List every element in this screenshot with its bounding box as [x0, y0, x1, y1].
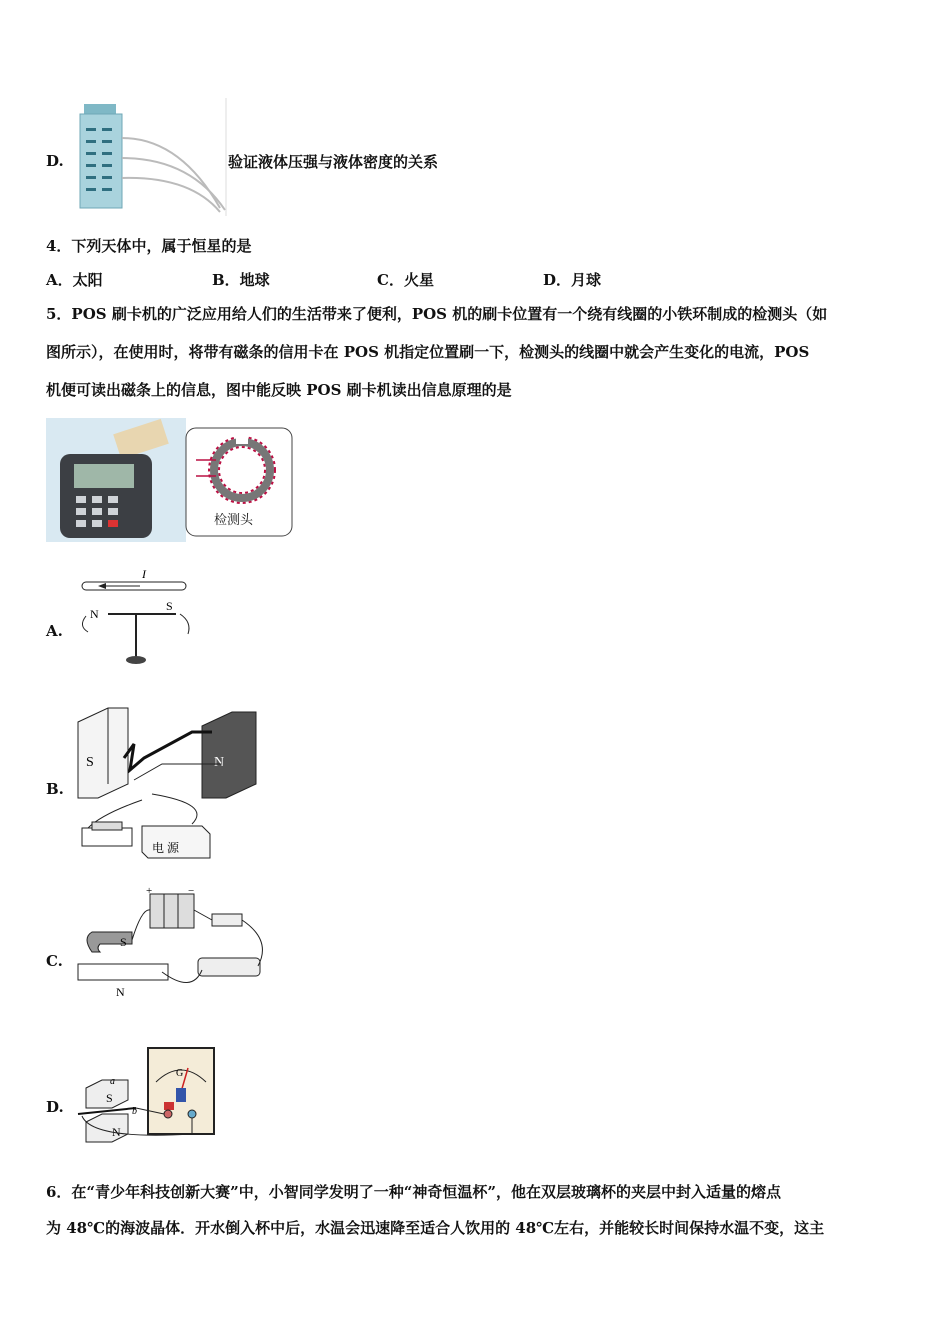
q4-option-a: A．太阳: [46, 271, 103, 289]
bottle-pressure-figure: [70, 98, 230, 216]
point-a-label: a: [110, 1076, 115, 1087]
pos-machine-figure: [46, 418, 296, 542]
needle-s-label: S: [166, 599, 173, 613]
q5-option-b-label: B.: [46, 780, 64, 798]
current-label: I: [142, 567, 146, 581]
magnet-n-label: N: [214, 755, 225, 770]
power-source-label: 电 源: [152, 841, 180, 855]
q3-option-d-label: D.: [46, 152, 64, 170]
magnet-s-label-d: S: [106, 1091, 113, 1105]
q4-stem: 4．下列天体中，属于恒星的是: [46, 237, 252, 255]
needle-n-label: N: [90, 607, 99, 621]
oersted-experiment-figure: [70, 566, 200, 670]
magnet-n-label-d: N: [112, 1125, 121, 1139]
battery-minus-label: −: [188, 885, 195, 897]
q5-option-c-label: C.: [46, 952, 63, 970]
q3-option-d-text: 验证液体压强与液体密度的关系: [228, 153, 439, 171]
galvanometer-g-label: G: [176, 1068, 184, 1079]
q4-option-d: D．月球: [543, 271, 602, 289]
point-b-label: b: [132, 1106, 137, 1117]
electromagnetic-induction-figure-d: [72, 1044, 222, 1144]
q5-stem-line3: 机便可读出磁条上的信息，图中能反映 POS 刷卡机读出信息原理的是: [46, 381, 512, 399]
q5-option-a-label: A.: [46, 622, 63, 640]
battery-plus-label: +: [146, 885, 153, 897]
magnet-s-label-c: S: [120, 935, 127, 949]
magnet-n-label-c: N: [116, 985, 125, 999]
q5-stem-line1: 5．POS 刷卡机的广泛应用给人们的生活带来了便利，POS 机的刷卡位置有一个绕有线圈的小铁环制成的检测头（如: [46, 305, 828, 323]
pos-figure-caption: 检测头: [214, 512, 254, 527]
motor-experiment-figure: [72, 704, 262, 864]
q5-option-d-label: D.: [46, 1098, 64, 1116]
q5-stem-line2: 图所示），在使用时，将带有磁条的信用卡在 POS 机指定位置刷一下，检测头的线圈中就会产生变化的电流，POS: [46, 343, 810, 361]
q4-option-b: B．地球: [212, 271, 270, 289]
q6-stem-line1: 6．在“青少年科技创新大赛”中，小智同学发明了一种“神奇恒温杯”，他在双层玻璃杯的夹层中封入适量的熔点: [46, 1183, 781, 1201]
electromagnetic-induction-figure-c: [72, 884, 272, 1008]
q6-stem-line2: 为 48℃的海波晶体．开水倒入杯中后，水温会迅速降至适合人饮用的 48℃左右，并能较长时间保持水温不变，这主: [46, 1219, 825, 1237]
magnet-s-label: S: [86, 755, 94, 770]
q4-option-c: C．火星: [377, 271, 434, 289]
